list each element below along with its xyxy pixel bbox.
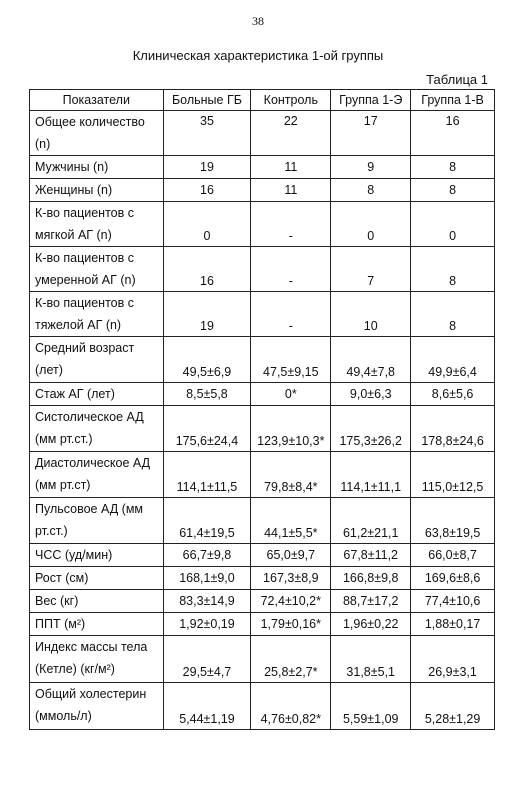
table-cell: 16 <box>411 111 495 156</box>
table-cell: 19 <box>163 292 251 337</box>
row-label: Рост (см) <box>30 567 164 590</box>
table-cell: 79,8±8,4* <box>251 452 331 498</box>
table-cell: 66,7±9,8 <box>163 544 251 567</box>
table-cell: 167,3±8,9 <box>251 567 331 590</box>
table-row <box>30 498 495 544</box>
table-row <box>30 156 495 179</box>
table-header-row <box>30 90 495 111</box>
table-row <box>30 337 495 383</box>
table-cell: 77,4±10,6 <box>411 590 495 613</box>
table-cell: 166,8±9,8 <box>331 567 411 590</box>
row-label: Диастолическое АД (мм рт.ст) <box>30 452 164 498</box>
table-row <box>30 247 495 292</box>
row-label: Общее количество (n) <box>30 111 164 156</box>
table-cell: 0 <box>331 202 411 247</box>
table-cell: 114,1±11,1 <box>331 452 411 498</box>
table-row <box>30 636 495 683</box>
table-cell: 61,4±19,5 <box>163 498 251 544</box>
table-cell: 9 <box>331 156 411 179</box>
row-label: К-во пациентов с умеренной АГ (n) <box>30 247 164 292</box>
table-cell: - <box>251 292 331 337</box>
table-cell: 65,0±9,7 <box>251 544 331 567</box>
row-label: Систолическое АД (мм рт.ст.) <box>30 406 164 452</box>
table-cell: 8 <box>411 247 495 292</box>
table-cell: 35 <box>163 111 251 156</box>
table-cell: 67,8±11,2 <box>331 544 411 567</box>
table-cell: 26,9±3,1 <box>411 636 495 683</box>
row-label: Общий холестерин (ммоль/л) <box>30 683 164 730</box>
table-cell: 5,59±1,09 <box>331 683 411 730</box>
table-cell: 16 <box>163 247 251 292</box>
table-cell: 1,96±0,22 <box>331 613 411 636</box>
table-cell: 175,3±26,2 <box>331 406 411 452</box>
table-row <box>30 590 495 613</box>
table-cell: 19 <box>163 156 251 179</box>
row-label: Индекс массы тела (Кетле) (кг/м²) <box>30 636 164 683</box>
table-row <box>30 613 495 636</box>
column-header: Контроль <box>251 90 331 111</box>
table-cell: 72,4±10,2* <box>251 590 331 613</box>
table-row <box>30 567 495 590</box>
table-cell: 7 <box>331 247 411 292</box>
table-cell: 115,0±12,5 <box>411 452 495 498</box>
table-cell: - <box>251 202 331 247</box>
table-cell: 83,3±14,9 <box>163 590 251 613</box>
table-cell: 49,9±6,4 <box>411 337 495 383</box>
table-row <box>30 452 495 498</box>
column-header: Группа 1-В <box>411 90 495 111</box>
table-cell: 49,4±7,8 <box>331 337 411 383</box>
table-cell: 22 <box>251 111 331 156</box>
table-cell: - <box>251 247 331 292</box>
table-cell: 114,1±11,5 <box>163 452 251 498</box>
row-label: ППТ (м²) <box>30 613 164 636</box>
page-number: 38 <box>252 14 264 28</box>
table-row <box>30 544 495 567</box>
table-cell: 17 <box>331 111 411 156</box>
table-cell: 8 <box>411 156 495 179</box>
table-cell: 8,6±5,6 <box>411 383 495 406</box>
table-cell: 66,0±8,7 <box>411 544 495 567</box>
table-cell: 8 <box>411 179 495 202</box>
table-cell: 1,79±0,16* <box>251 613 331 636</box>
row-label: Мужчины (n) <box>30 156 164 179</box>
table-cell: 63,8±19,5 <box>411 498 495 544</box>
table-cell: 25,8±2,7* <box>251 636 331 683</box>
table-cell: 31,8±5,1 <box>331 636 411 683</box>
table-cell: 49,5±6,9 <box>163 337 251 383</box>
table-cell: 61,2±21,1 <box>331 498 411 544</box>
row-label: Стаж АГ (лет) <box>30 383 164 406</box>
table-cell: 4,76±0,82* <box>251 683 331 730</box>
table-cell: 1,92±0,19 <box>163 613 251 636</box>
table-cell: 0 <box>411 202 495 247</box>
table-cell: 16 <box>163 179 251 202</box>
column-header: Показатели <box>30 90 164 111</box>
table-label: Таблица 1 <box>426 72 488 87</box>
table-cell: 0* <box>251 383 331 406</box>
table-row <box>30 292 495 337</box>
table-cell: 10 <box>331 292 411 337</box>
table-cell: 123,9±10,3* <box>251 406 331 452</box>
clinical-characteristics-table <box>29 89 495 730</box>
table-cell: 178,8±24,6 <box>411 406 495 452</box>
table-cell: 8 <box>411 292 495 337</box>
table-row <box>30 179 495 202</box>
table-cell: 44,1±5,5* <box>251 498 331 544</box>
table-cell: 175,6±24,4 <box>163 406 251 452</box>
table-cell: 11 <box>251 179 331 202</box>
table-cell: 168,1±9,0 <box>163 567 251 590</box>
row-label: К-во пациентов с мягкой АГ (n) <box>30 202 164 247</box>
table-row <box>30 683 495 730</box>
table-row <box>30 111 495 156</box>
row-label: Средний возраст (лет) <box>30 337 164 383</box>
table-cell: 88,7±17,2 <box>331 590 411 613</box>
document-title: Клиническая характеристика 1-ой группы <box>132 48 384 63</box>
table-cell: 5,28±1,29 <box>411 683 495 730</box>
table-cell: 0 <box>163 202 251 247</box>
table-cell: 1,88±0,17 <box>411 613 495 636</box>
column-header: Группа 1-Э <box>331 90 411 111</box>
table-cell: 5,44±1,19 <box>163 683 251 730</box>
table-cell: 169,6±8,6 <box>411 567 495 590</box>
table-cell: 8,5±5,8 <box>163 383 251 406</box>
table-cell: 11 <box>251 156 331 179</box>
table-row <box>30 383 495 406</box>
table-cell: 47,5±9,15 <box>251 337 331 383</box>
table-body <box>30 111 495 730</box>
column-header: Больные ГБ <box>163 90 251 111</box>
table-row <box>30 202 495 247</box>
table-cell: 9,0±6,3 <box>331 383 411 406</box>
row-label: Вес (кг) <box>30 590 164 613</box>
row-label: Пульсовое АД (мм рт.ст.) <box>30 498 164 544</box>
row-label: К-во пациентов с тяжелой АГ (n) <box>30 292 164 337</box>
row-label: Женщины (n) <box>30 179 164 202</box>
table-cell: 8 <box>331 179 411 202</box>
row-label: ЧСС (уд/мин) <box>30 544 164 567</box>
table-row <box>30 406 495 452</box>
table-cell: 29,5±4,7 <box>163 636 251 683</box>
